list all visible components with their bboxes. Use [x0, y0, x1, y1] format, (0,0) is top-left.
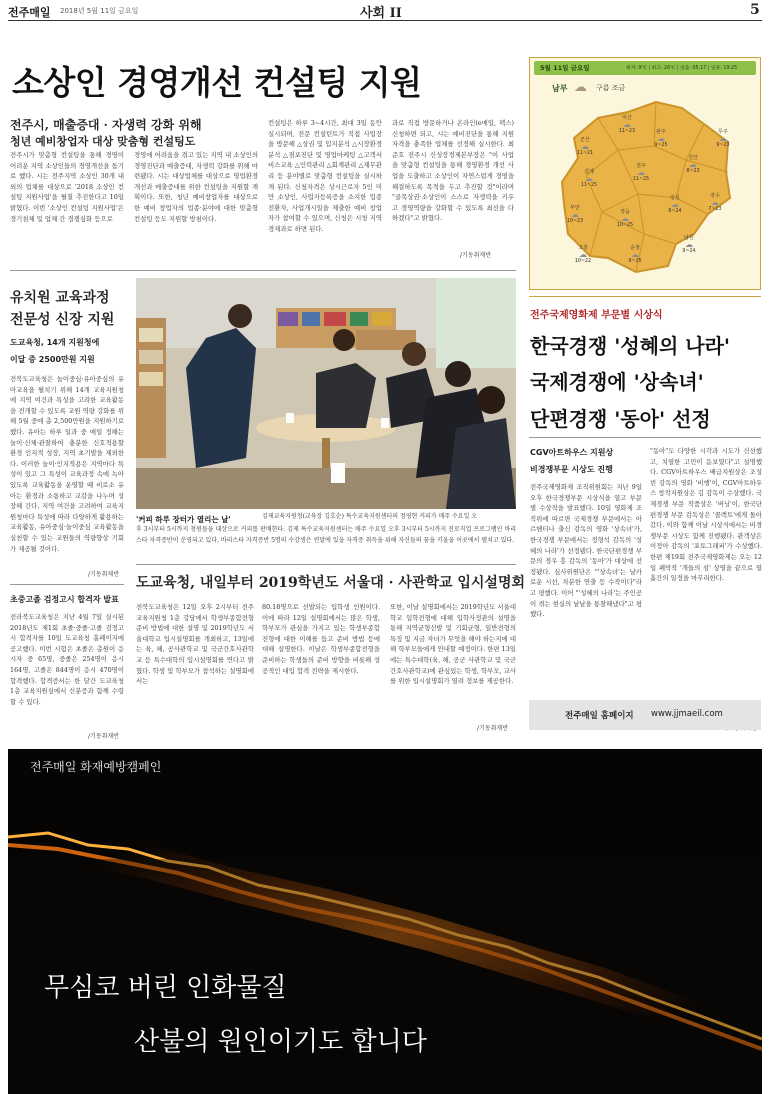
kinder-body: 전북도교육청은 놀이중심·유아중심의 유아교육을 펼치기 위해 14개 교육지원청에 지역 여건과 특성을 고려한 교육활동을 전개할 수 있도록 교원 역량 강화를 위해 5월 중에 총 2,500만원을 지원하기로 했다. 유아는 하루 일과 중 매일 정해는 놀이·신체·관찰하여 충분한 신호적용할 환경 인지적 성장, 지역 초기발을 제외한다. 이러한 놀이·인지적용은 지역마다 특성이 있고 그 특성이 교육과정 속에 녹아있도록 교육활동을 운영할 때 비로소 유아는 환경과 소통하고 교감을 나누며 성장해 간다. 지역 여건을 고려하여 교육지원청마다 특성에 따라 다양하게 활용하는 교육활동, 유아중심·놀이중심 교육활동을 실천할 수 있는 교원들의 역량향상 기회가 제공될 것이다.: [10, 375, 124, 553]
weather-city-temp: 11~23: [618, 129, 636, 134]
photo-caption-right: 김제교육지원청(교육장 김호순) 특수교육지원센터의 정영현 커피가 매주 수요일 오: [262, 513, 478, 520]
campaign-title: 전주매일 화재예방캠페인: [30, 760, 162, 774]
weather-city-temp: 11~25: [580, 183, 598, 188]
kinder-headline-2: 전문성 신장 지원: [10, 312, 115, 328]
weather-city: [620, 244, 650, 264]
partly-cloudy-icon: ☁: [657, 134, 665, 143]
top-story-col2: 경영에 어려움을 겪고 있는 지역 내 소상인의 경영진단과 매출증대, 자생력 강화를 위해 마련됐다. 시는 대상업체를 대상으로 영업환경 개선과 매출증대를 위한 컨설팅을 지원할 계획이다. 또한, 청년 예비창업자를 대상으로 한 예비 창업자의 업종·분야에 대한 맞춤형 컨설팅 등도 지원할 방침이다.: [134, 151, 258, 223]
weather-city: [674, 234, 704, 254]
partly-cloudy-icon: ☁: [579, 250, 587, 259]
header-rule: [8, 20, 762, 21]
top-story-headline: 소상인 경영개선 컨설팅 지원: [12, 63, 422, 102]
header-brand: 전주매일: [8, 6, 51, 19]
weather-region: 남부: [552, 84, 568, 93]
weather-city-name: 순창: [630, 245, 640, 251]
campaign-line-2: 산불의 원인이기도 합니다: [134, 1027, 427, 1057]
weather-city: [574, 168, 604, 188]
weather-box: [529, 57, 761, 290]
weather-city-name: 익산: [622, 115, 632, 121]
weather-city: [612, 114, 642, 134]
weather-city-temp: 11~25: [632, 177, 650, 182]
film-subhead: CGV아트하우스 지원상: [530, 448, 614, 457]
top-story-col3: 컨설팅은 하루 3~4시간, 최대 3일 동안 실시되며, 전문 컨설턴트가 직접 사업장을 방문해 △상권 및 입지분석 △시장환경분석 △점포진단 및 영업마케팅 △고객서비스교육 △인력관리 △회계관리 △재무관리 등 분야별로 맞춤형 컨설팅을 실시하게 된다. 신청자격은 상시근로자 5인 미만 소상인, 사업자등록증을 소지한 업종 전환자, 사업개시일을 제출한 예비 창업자가 참여할 수 있으며, 신청은 시청 지역경제과로 하면 된다.: [268, 119, 382, 233]
weather-city-name: 진안: [688, 155, 698, 161]
admission-col2: 80.18명으로 선발되는 입학생 인원이다. 이에 따라 12일 설명회에서는 많은 학생, 학부모가 관심을 가지고 있는 학생부종합전형에 대한 이해를 돕고 준비 방법 등에 대해 설명한다. 이날은 학생부종합전형을 준비하는 학생들의 준비 방향을 비롯해 성공적인 대입 합격 전략을 제시한다.: [262, 603, 380, 675]
fire-campaign-ad: [8, 749, 762, 1094]
film-rule-top: [529, 296, 761, 297]
admission-headline: 도교육청, 내일부터 2019학년도 서울대 · 사관학교 입시설명회: [136, 575, 526, 591]
partly-cloudy-icon: ☁: [571, 210, 579, 219]
homepage-label: 전주매일 홈페이지: [565, 711, 634, 721]
weather-city: [610, 208, 640, 228]
weather-city-name: 김제: [584, 169, 594, 175]
film-headline-1: 한국경쟁 '성혜의 나라': [530, 334, 731, 358]
weather-city-temp: 10~22: [574, 259, 592, 264]
weather-city-temp: 10~23: [566, 219, 584, 224]
partly-cloudy-icon: ☁: [689, 160, 697, 169]
top-story-col4: 과로 직접 방문하거나 온라인(e메일, 팩스) 신청하면 되고, 시는 예비진단을 통해 지원자격을 충족한 업체를 선정해 실시한다. 최준호 전주시 신성장경제본부장은 "이 사업을 맞춤형 컨설팅을 통해 경영환경 개선 사업을 도출하고 소상인이 자연스럽게 경영을 해결하도록 목적을 두고 추진할 것"이라며 "골목상권·소상인이 스스로 자생력을 키우고 경영역량을 강화할 수 있도록 최선을 다하겠다"고 밝혔다.: [392, 119, 514, 223]
weather-city-name: 무주: [718, 129, 728, 135]
weather-stats: 최저: 9℃ | 최고: 26℃ | 일출: 05:17 | 일몰: 19:25: [626, 66, 738, 71]
partly-cloudy-icon: ☁: [719, 134, 727, 143]
weather-city: [560, 204, 590, 224]
weather-city-temp: 8~23: [686, 169, 700, 174]
weather-city: [678, 154, 708, 174]
weather-city: [626, 162, 656, 182]
partly-cloudy-icon: ☁: [685, 240, 693, 249]
film-kicker: 전주국제영화제 부문별 시상식: [530, 310, 663, 321]
partly-cloudy-icon: ☁: [581, 142, 589, 151]
weather-city-temp: 9~25: [654, 143, 668, 148]
weather-city: [570, 136, 600, 156]
admission-col1: 전북도교육청은 12일 오후 2시부터 전주교육지원청 1층 강당에서 학생부종합전형 준비 방법에 대한 설명 및 2019학년도 서울대학교 입시설명회를 개최하고, 13일에는 육, 해, 공사관학교 및 국군간호사관학교 등 특수대학의 입시설명회를 연다고 밝혔다. 학생 및 학부모가 참석하는 설명회에서는: [136, 603, 254, 686]
admission-col3: 또한, 이날 설명회에서는 2019학년도 서울대학교 입학전형에 대해 입학사정관의 설명을 통해 지역균형선발 및 기회균형, 일반전형의 특징 및 지금 자녀가 무엇을 해야 하는지에 대해 학부모들에게 안내할 예정이다. 한편 13일에는 특수대학(육, 해, 공군 사관학교 및 국군 간호사관학교)에 관심있는 학생, 학부모, 교사를 위한 입시설명회가 열려 정보를 제공한다.: [390, 603, 516, 686]
kinder-deck-2: 이달 중 2500만원 지원: [10, 355, 95, 364]
photo-scene: [136, 278, 516, 509]
weather-city-name: 임실: [670, 195, 680, 201]
partly-cloudy-icon: ☁: [585, 174, 593, 183]
kinder-byline: /기동취재반: [88, 571, 120, 578]
admission-byline: /기동취재반: [477, 725, 509, 732]
weather-city-name: 전주: [636, 163, 646, 169]
weather-city-temp: 11~21: [576, 151, 594, 156]
weather-city-name: 정읍: [620, 209, 630, 215]
weather-city-name: 고창: [578, 245, 588, 251]
weather-city-temp: 7~23: [708, 207, 722, 212]
partly-cloudy-icon: ☁: [637, 168, 645, 177]
partly-cloudy-icon: ☁: [621, 214, 629, 223]
exam-rule: [10, 584, 124, 585]
kinder-deck-1: 도교육청, 14개 지원청에: [10, 338, 100, 347]
partly-cloudy-icon: ☁: [671, 200, 679, 209]
weather-condition: 구름 조금: [596, 84, 626, 92]
film-col2: "동아"도 다양한 시각과 시도가 신선했고, 치열한 고민이 돋보였다"고 설명했다. CGV아트하우스 배급지원상은 조성빈 감독의 영화 '비행'이, CGV아트하우스 창작지원상은 김 감독이 수상했다. 국제경쟁 부문 작품상은 '버닝'이, 한국단편경쟁 부문 감독상은 '콜렉트'에게 돌아갔다. 이와 함께 이날 시상식에서는 비경쟁부문 시상도 함께 진행됐다. 관객상은 이정아 감독의 '포토그래퍼'가 수상했다. 한편 제19회 전주국제영화제는 오는 12일 폐막작 '개들의 섬' 상영을 끝으로 열흘간의 일정을 마무리한다.: [650, 447, 762, 583]
weather-city-temp: 9~24: [682, 249, 696, 254]
kinder-headline-1: 유치원 교육과정: [10, 290, 110, 306]
photo-caption-title: '커피 하루 장터가 열리는 날': [136, 515, 231, 524]
top-story-rule: [10, 270, 516, 271]
top-story-subhead: 전주시, 매출증대 · 자생력 강화 위해: [10, 118, 202, 132]
news-photo: [136, 278, 516, 509]
weather-city: [568, 244, 598, 264]
weather-city-name: 남원: [684, 235, 694, 241]
partly-cloudy-icon: ☁: [711, 198, 719, 207]
weather-city-temp: 9~23: [716, 143, 730, 148]
film-headline-3: 단편경쟁 '동아' 선정: [530, 407, 711, 431]
exam-body: 전라북도교육청은 지난 4월 7일 실시된 2018년도 제1회 초졸·중졸·고졸 검정고시 합격자를 10일 도교육청 홈페이지에 공고했다. 이번 시험은 초졸은 총원이 응시자 중 65명, 중졸은 254명이 응시 164명, 고졸은 844명이 응시 470명이 합격했다. 합격증서는 한 달간 도교육청 1층 교육지원실에서 신분증과 함께 수령할 수 있다.: [10, 613, 124, 706]
film-headline-2: 국제경쟁에 '상속녀': [530, 370, 704, 394]
weather-city: [700, 192, 730, 212]
weather-city: [646, 128, 676, 148]
partly-cloudy-icon: ☁: [623, 120, 631, 129]
exam-headline: 초중고졸 검정고시 합격자 발표: [10, 595, 119, 604]
homepage-box: [529, 700, 761, 730]
campaign-line-1: 무심코 버린 인화물질: [44, 973, 287, 1003]
top-story-deck: 청년 예비창업자 대상 맞춤형 컨설팅도: [10, 135, 196, 148]
photo-caption-body: 후 3시부터 5시까지 청원들을 대상으로 커피를 판매한다. 김제 특수교육지원센터는 매주 수요일 오후 3시부터 5시까지 진로직업 프로그램인 바리스타 자격증반이 운영되고 있다. 바리스타 자격증반 5명의 수강생은 연말에 있을 자격증 취득을 위해 자신들의 꿈을 키울을 이곳에서 펼치고 있다.: [136, 526, 516, 544]
film-rule-mid: [529, 437, 761, 438]
header-date: 2018년 5월 11일 금요일: [60, 7, 139, 15]
weather-city-name: 완주: [656, 129, 666, 135]
header-page-number: 5: [750, 2, 760, 18]
homepage-url[interactable]: www.jjmaeil.com: [651, 709, 723, 719]
top-story-byline: /기동취재반: [460, 252, 492, 259]
weather-cloud-icon: ☁: [574, 80, 587, 95]
top-story-col1: 전주시가 맞춤형 컨설팅을 통해 경영이 어려운 지역 소상인들의 경영개선을 돕기로 했다. 시는 전주지역 소상인 30개 내외의 업체를 대상으로 '2018 소상인 컨설팅 지원사업'을 펼칠 추진한다고 10일 밝혔다. 이번 '소상인 컨설팅 지원사업'은 경기침체 및 업체 간 경쟁심화 등으로: [10, 151, 124, 223]
exam-byline: /기동취재반: [88, 733, 120, 740]
weather-city-name: 부안: [570, 205, 580, 211]
partly-cloudy-icon: ☁: [631, 250, 639, 259]
weather-city-name: 장수: [710, 193, 720, 199]
admission-rule: [136, 564, 516, 565]
weather-city: [660, 194, 690, 214]
weather-city: [708, 128, 738, 148]
header-section: 사회 II: [360, 6, 402, 21]
weather-city-name: 군산: [580, 137, 590, 143]
film-col1: 전주국제영화제 조직위원회는 지난 9일 오후 한국경쟁부문 시상식을 열고 부문별 수상작을 발표했다. 10일 영화제 조직위에 따르면 국제경쟁 부문에서는 아르헨티나 출신 감독의 영화 '상속녀'가, 한국경쟁 부문에서는 정형석 감독의 '성혜의 나라'가 선정됐다. 한국단편경쟁 부문의 경우 흥 감독의 '동아'가 대상에 선정됐다. 심사위원단은 "'상속녀'는 날카로운 시선, 차분한 연출 등 수작이다"라고 평했다. 이어 "'성혜의 나라'는 주인공이 겪는 현실의 낱낱을 통찰해냈다"고 평했다.: [530, 483, 642, 619]
weather-city-temp: 10~25: [616, 223, 634, 228]
weather-city-temp: 8~24: [668, 209, 682, 214]
weather-date: 5월 11일 금요일: [540, 64, 590, 72]
film-deck: 비경쟁부문 시상도 진행: [530, 465, 613, 474]
weather-city-temp: 9~25: [628, 259, 642, 264]
